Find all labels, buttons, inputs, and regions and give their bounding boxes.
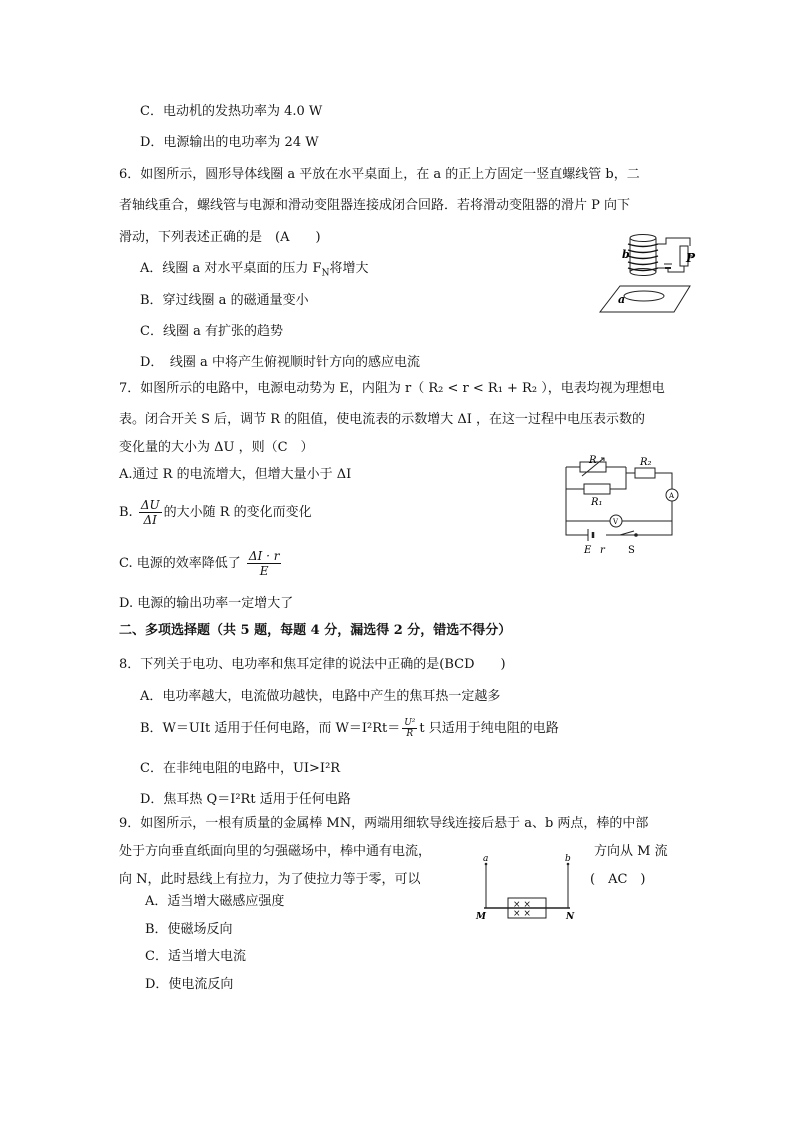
label-ammeter: A [669, 492, 675, 500]
label-b: b [565, 854, 571, 864]
q9-option-a: A．适当增大磁感应强度 [145, 894, 285, 909]
q7-option-d: D. 电源的输出功率一定增大了 [119, 596, 294, 611]
label-a: a [618, 293, 626, 306]
q8-option-b-fraction [402, 718, 417, 739]
label-s: S [628, 545, 635, 556]
label-r2: R₂ [640, 457, 652, 468]
coil-a [624, 291, 664, 301]
q6-option-a-tail: 将增大 [329, 261, 369, 276]
q7-option-b [119, 498, 312, 527]
label-r-internal: r [600, 545, 605, 556]
q7-stem-line-2: 表。闭合开关 S 后，调节 R 的阻值，使电流表的示数增大 ΔI ，在这一过程中电压表示数的 [119, 412, 646, 427]
q9-stem-line-3a: 向 N，此时悬线上有拉力，为了使拉力等于零，可以 [119, 872, 421, 887]
q6-option-b: B．穿过线圈 a 的磁通量变小 [140, 293, 309, 308]
resistor-r1 [584, 484, 610, 494]
q6-stem-line-2: 者轴线重合，螺线管与电源和滑动变阻器连接成闭合回路．若将滑动变阻器的滑片 P 向下 [119, 198, 631, 213]
fraction-numerator: U² [404, 718, 416, 728]
label-voltmeter: V [613, 518, 619, 526]
q7-option-c [119, 549, 283, 578]
q6-option-a-text: A．线圈 a 对水平桌面的压力 F [140, 261, 322, 276]
label-e: E [584, 545, 592, 556]
table-plane [600, 286, 690, 312]
q9-option-d: D．使电流反向 [145, 977, 234, 992]
q9-stem-line-1: 9．如图所示，一根有质量的金属棒 MN，两端用细软导线连接后悬于 a、b 两点，棒的中部 [119, 816, 649, 831]
field-into-page-marks [513, 900, 531, 919]
q7-option-c-fraction [247, 549, 282, 578]
q6-stem-line-3: 滑动，下列表述正确的是 (A ) [119, 230, 321, 245]
q6-option-a [140, 260, 368, 283]
q5-option-c: C．电动机的发热功率为 4.0 W [140, 104, 323, 119]
q8-option-b-text: B．W＝UIt 适用于任何电路，而 W＝I²Rt＝ [140, 721, 401, 736]
q7-option-a: A.通过 R 的电流增大，但增大量小于 ΔI [119, 467, 352, 482]
q8-stem: 8．下列关于电功、电功率和焦耳定律的说法中正确的是(BCD ) [119, 657, 506, 672]
q6-option-a-sub: N [321, 268, 330, 279]
q6-option-d: D． 线圈 a 中将产生俯视顺时针方向的感应电流 [140, 355, 420, 370]
label-b: b [622, 248, 630, 261]
q7-circuit-figure [560, 455, 680, 560]
fraction-numerator: ΔU [140, 498, 160, 512]
q8-option-b [140, 718, 559, 739]
fraction-numerator: ΔI · r [248, 549, 280, 563]
q7-stem-line-1: 7．如图所示的电路中，电源电动势为 E，内阻为 r（ R₂ < r < R₁ + R₂ ），电表均视为理想电 [119, 381, 665, 396]
q9-stem-line-2a: 处于方向垂直纸面向里的匀强磁场中，棒中通有电流， [119, 844, 432, 859]
q8-option-c: C．在非纯电阻的电路中，UI>I²R [140, 761, 341, 776]
fraction-denominator: R [406, 729, 414, 739]
q6-figure [598, 232, 696, 314]
section-2-title: 二、多项选择题（共 5 题，每题 4 分，漏选得 2 分，错选不得分） [119, 623, 512, 638]
q6-stem-line-1: 6．如图所示，圆形导体线圈 a 平放在水平桌面上，在 a 的正上方固定一竖直螺线管 b，二 [119, 167, 640, 182]
label-a: a [483, 854, 489, 864]
svg-text:× ×: × × [513, 900, 531, 910]
q8-option-b-tail: t 只适用于纯电阻的电路 [419, 721, 559, 736]
q7-stem-line-3: 变化量的大小为 ΔU ，则（C ） [119, 440, 314, 455]
q7-option-c-text: C. 电源的效率降低了 [119, 556, 241, 571]
label-n: N [566, 912, 575, 922]
q9-stem-line-3b: ( AC ) [590, 872, 646, 887]
q9-stem-line-2b: 方向从 M 流 [594, 844, 668, 859]
q9-figure [474, 852, 580, 924]
label-p: P [686, 251, 696, 265]
q8-option-d: D．焦耳热 Q＝I²Rt 适用于任何电路 [140, 792, 351, 807]
q9-option-b: B．使磁场反向 [145, 922, 233, 937]
label-r: R [589, 455, 597, 466]
q7-option-b-fraction [139, 498, 162, 527]
label-r1: R₁ [591, 497, 603, 508]
q7-option-b-label: B. [119, 505, 133, 520]
q9-option-c: C．适当增大电流 [145, 949, 246, 964]
fraction-denominator: ΔI [143, 513, 157, 527]
q7-option-b-tail: 的大小随 R 的变化而变化 [163, 505, 312, 520]
solenoid-windings [628, 244, 658, 271]
label-m: M [476, 912, 486, 922]
q6-option-c: C．线圈 a 有扩张的趋势 [140, 324, 283, 339]
q5-option-d: D．电源输出的电功率为 24 W [140, 135, 319, 150]
fraction-denominator: E [259, 564, 269, 578]
q8-option-a: A．电功率越大，电流做功越快，电路中产生的焦耳热一定越多 [140, 689, 501, 704]
resistor-r2 [635, 468, 655, 478]
svg-text:× ×: × × [513, 909, 531, 919]
